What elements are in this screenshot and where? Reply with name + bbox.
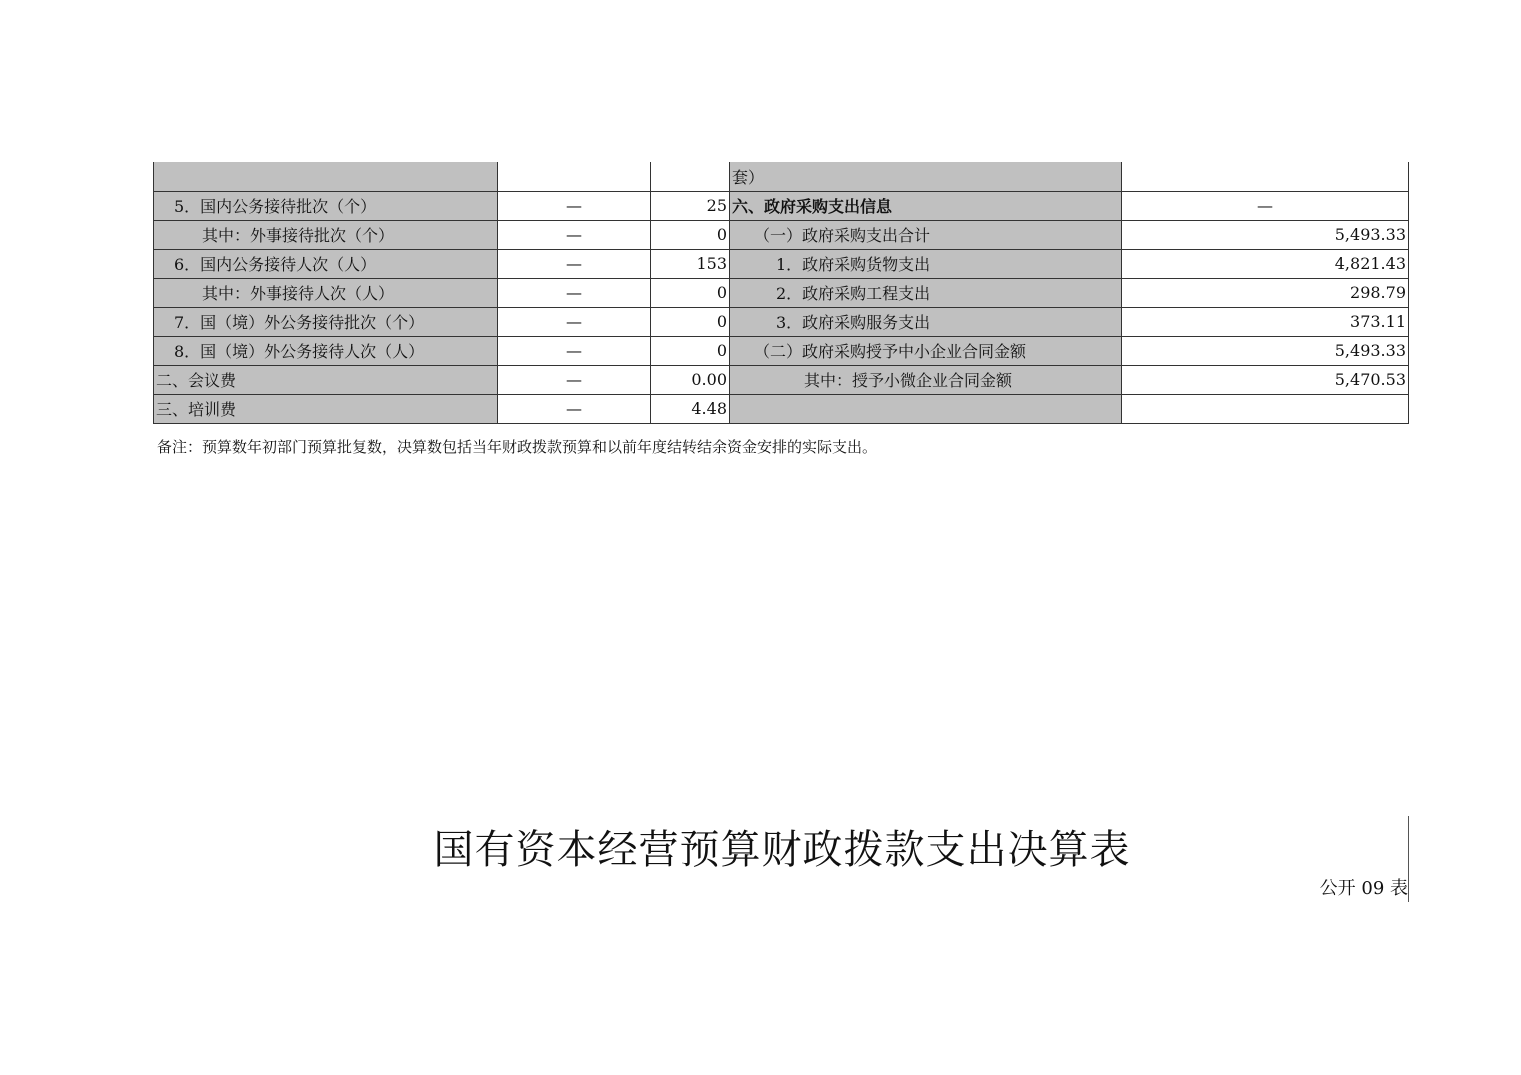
budget-value: — [498,336,651,365]
right-row-label: （一）政府采购支出合计 [730,220,1122,249]
budget-value: — [498,307,651,336]
row-label: 三、培训费 [154,394,498,423]
row-label: 二、会议费 [154,365,498,394]
right-row-value: 5,493.33 [1122,336,1409,365]
table-row [154,191,1409,220]
table-row [154,394,1409,423]
table-row [154,365,1409,394]
table-row [154,307,1409,336]
table-row [154,278,1409,307]
right-row-label: 1．政府采购货物支出 [730,249,1122,278]
budget-value: — [498,220,651,249]
final-value: 0.00 [651,365,730,394]
form-number: 公开 09 表 [1319,878,1408,899]
table-row [154,220,1409,249]
right-row-value: 5,470.53 [1122,365,1409,394]
page-title: 国有资本经营预算财政拨款支出决算表 [433,827,1131,873]
budget-value: — [498,394,651,423]
table-row [154,336,1409,365]
right-row-value [1122,394,1409,423]
table-footnote: 备注：预算数年初部门预算批复数，决算数包括当年财政拨款预算和以前年度结转结余资金安排的实际支出。 [157,438,878,456]
right-row-label [730,394,1122,423]
final-value: 0 [651,307,730,336]
table-row [154,249,1409,278]
final-value: 153 [651,249,730,278]
final-value [651,162,730,191]
right-row-label: （二）政府采购授予中小企业合同金额 [730,336,1122,365]
final-value: 0 [651,220,730,249]
budget-value: — [498,278,651,307]
right-row-label: 3．政府采购服务支出 [730,307,1122,336]
row-label [154,162,498,191]
right-row-value: 298.79 [1122,278,1409,307]
right-row-label: 套） [730,162,1122,191]
final-value: 0 [651,278,730,307]
row-label: 7．国（境）外公务接待批次（个） [154,307,498,336]
right-row-value: 373.11 [1122,307,1409,336]
row-label: 8．国（境）外公务接待人次（人） [154,336,498,365]
budget-value: — [498,249,651,278]
expense-info-table [153,162,1409,424]
row-label: 其中：外事接待批次（个） [154,220,498,249]
row-label: 5．国内公务接待批次（个） [154,191,498,220]
right-row-label: 2．政府采购工程支出 [730,278,1122,307]
final-value: 25 [651,191,730,220]
row-label: 其中：外事接待人次（人） [154,278,498,307]
row-label: 6．国内公务接待人次（人） [154,249,498,278]
right-row-value: 4,821.43 [1122,249,1409,278]
final-value: 0 [651,336,730,365]
table-edge-divider [1408,816,1409,902]
right-row-value: — [1122,191,1409,220]
budget-value [498,162,651,191]
budget-value: — [498,191,651,220]
budget-value: — [498,365,651,394]
right-row-label: 六、政府采购支出信息 [730,191,1122,220]
final-value: 4.48 [651,394,730,423]
right-row-label: 其中：授予小微企业合同金额 [730,365,1122,394]
right-row-value: 5,493.33 [1122,220,1409,249]
table-row [154,162,1409,191]
right-row-value [1122,162,1409,191]
